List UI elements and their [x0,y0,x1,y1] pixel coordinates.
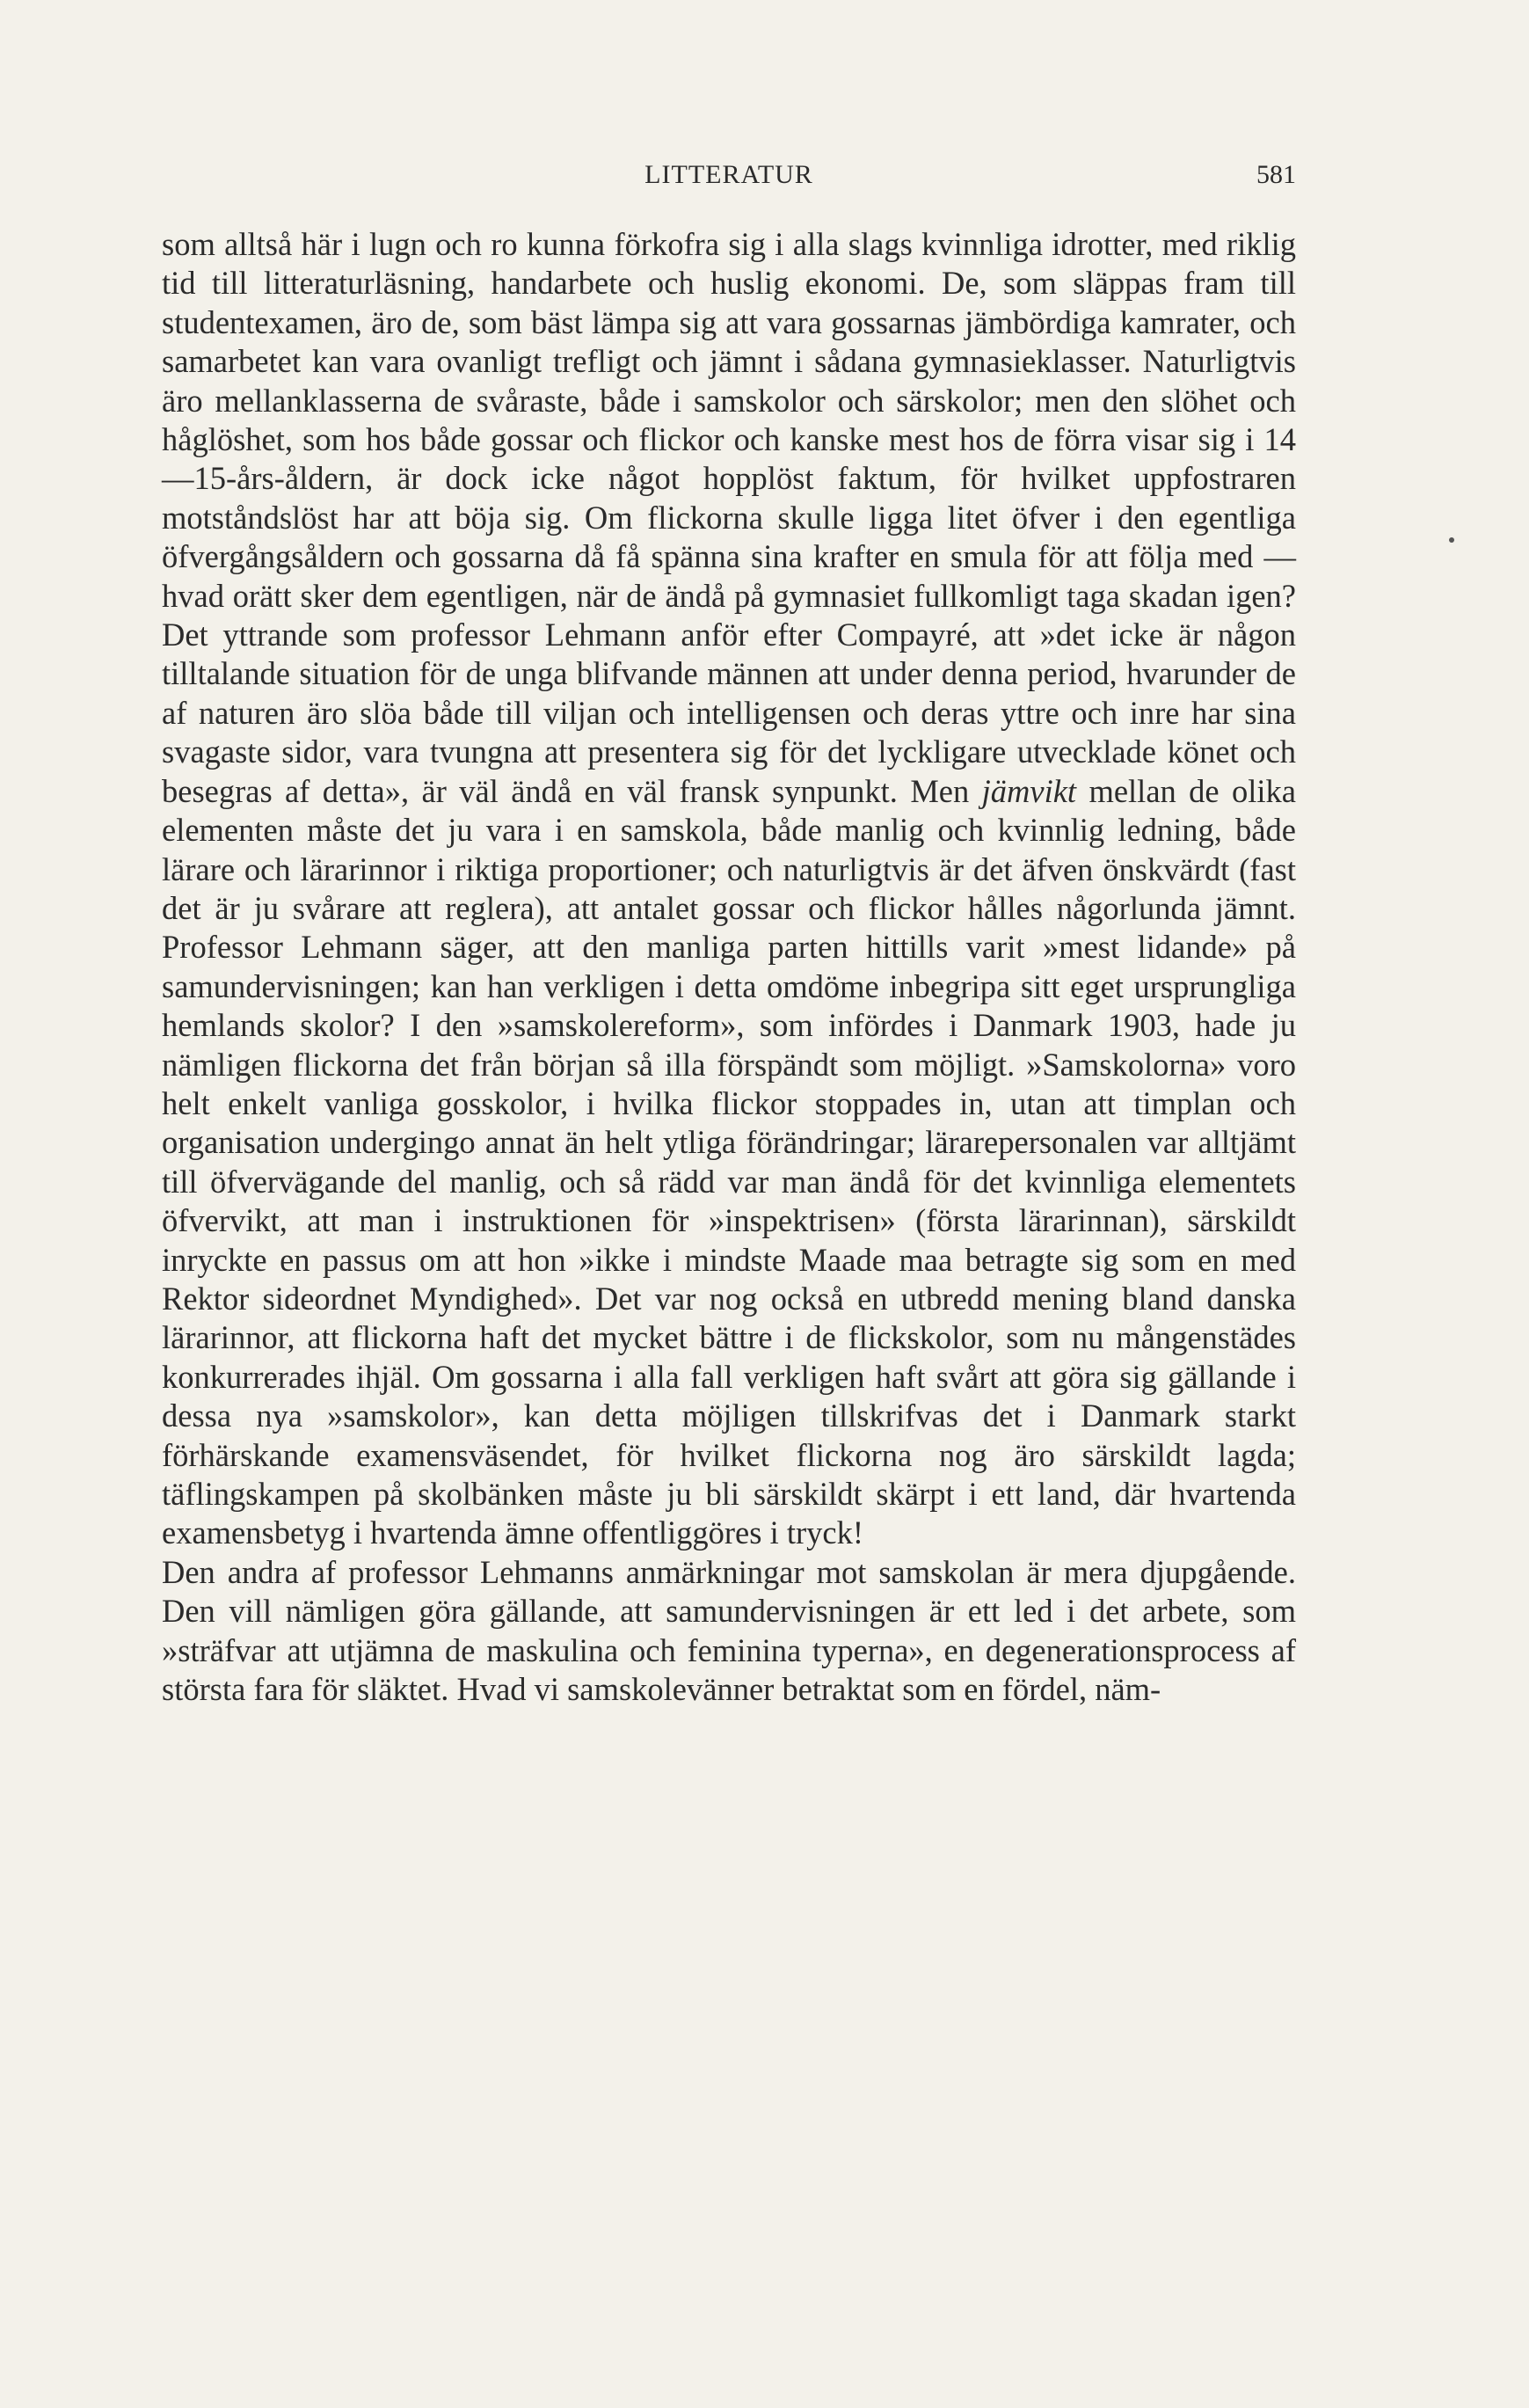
paragraph-1: som alltså här i lugn och ro kunna förkofra sig i alla slags kvinnliga idrotter, med riklig tid till litteraturläsning, handarbete och huslig ekonomi. De, som släppas fram till studentexamen, äro de, som bäst lämpa sig att vara gossarnas jämbördiga kamrater, och samarbetet kan vara ovanligt trefligt och jämnt i sådana gymnasieklasser. Naturligtvis äro mellanklasserna de svåraste, både i samskolor och särskolor; men den slöhet och håglöshet, som hos både gossar och flickor och kanske mest hos de förra visar sig i 14—15-års-åldern, är dock icke något hopplöst faktum, för hvilket uppfostraren motståndslöst har att böja sig. Om flickorna skulle ligga litet öfver i den egentliga öfvergångsåldern och gossarna då få spänna sina krafter en smula för att följa med — hvad orätt sker dem egentligen, när de ändå på gymnasiet fullkomligt taga skadan igen? Det yttrande som professor Lehmann anför efter Compayré, att »det icke är någon tilltalande situation för de unga blifvande männen att under denna period, hvarunder de af naturen äro slöa både till viljan och intelligensen och deras yttre och inre har sina svagaste sidor, vara tvungna att presentera sig för det lyckligare utvecklade könet och besegras af detta», är väl ändå en väl fransk synpunkt. Men jämvikt mellan de olika elementen måste det ju vara i en samskola, både manlig och kvinnlig ledning, både lärare och lärarinnor i riktiga proportioner; och naturligtvis är det äfven önskvärdt (fast det är ju svårare att reglera), att antalet gossar och flickor hålles någorlunda jämnt. Professor Lehmann säger, att den manliga parten hittills varit »mest lidande» på samundervisningen; kan han verkligen i detta omdöme inbegripa sitt eget ursprungliga hemlands skolor? I den »samskolereform», som infördes i Danmark 1903, hade ju nämligen flickorna det från början så illa förspändt som möjligt. »Samskolorna» voro helt enkelt vanliga gosskolor, i hvilka flickor stoppades in, utan att timplan och organisation undergingo annat än helt ytliga förändringar; lärarepersonalen var alltjämt till öfvervägande del manlig, och så rädd var man ändå för det kvinnliga elementets öfvervikt, att man i instruktionen för »inspektrisen» (första lärarinnan), särskildt inryckte en passus om att hon »ikke i mindste Maade maa betragte sig som en med Rektor sideordnet Myndighed». Det var nog också en utbredd mening bland danska lärarinnor, att flickorna haft det mycket bättre i de flickskolor, som nu mångenstädes konkurrerades ihjäl. Om gossarna i alla fall verkligen haft svårt att göra sig gällande i dessa nya »samskolor», kan detta möjligen tillskrifvas det i Danmark starkt förhärskande examensväsendet, för hvilket flickorna nog äro särskildt lagda; täflingskampen på skolbänken måste ju bli särskildt skärpt i ett land, där hvartenda examensbetyg i hvartenda ämne offentliggöres i tryck! [162,226,1296,1551]
paragraph-2: Den andra af professor Lehmanns anmärkningar mot samskolan är mera djupgående. Den vill nämligen göra gällande, att samundervisningen är ett led i det arbete, som »sträfvar att utjämna de maskulina och feminina typerna», en degenerationsprocess af största fara för släktet. Hvad vi samskolevänner betraktat som en fördel, näm- [162,1553,1296,1708]
body-text [162,225,1296,1709]
margin-dot [1449,537,1454,543]
running-title: LITTERATUR [644,160,813,189]
running-head [162,160,1296,199]
page-number: 581 [1256,160,1296,189]
